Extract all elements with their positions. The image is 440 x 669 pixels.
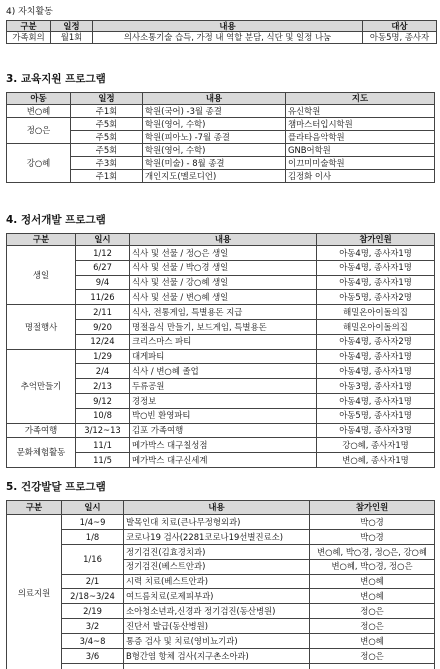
table-cell: 아동4명, 종사자1명 (317, 275, 435, 290)
table-cell: 박○경 (310, 515, 435, 530)
table-cell: 여드름치료(로제피부과) (124, 589, 310, 604)
table-cell: 2/19 (62, 604, 124, 619)
table-cell: 박○경 (310, 529, 435, 544)
table-cell: 학원(국어) -3월 종결 (143, 105, 286, 118)
table-cell: 1/8 (62, 529, 124, 544)
table-cell: 식사 및 선물 / 정○은 생일 (130, 246, 317, 261)
table-cell: 챔마스터입시학원 (286, 118, 435, 131)
table-cell (62, 663, 124, 669)
table-cell: 1/12 (76, 246, 130, 261)
column-header: 구분 (7, 501, 62, 515)
table-cell: 경정보 (130, 393, 317, 408)
table-cell: 의사소통기술 습득, 가정 내 역할 분담, 식단 및 일정 나눔 (93, 32, 363, 44)
table-cell: 식사 / 변○혜 졸업 (130, 364, 317, 379)
category-cell: 문화체험활동 (7, 438, 76, 468)
table-cell: 9/20 (76, 319, 130, 334)
table-cell: 3/2 (62, 619, 124, 634)
column-header: 대상 (363, 21, 437, 32)
table-cell: 9/4 (76, 275, 130, 290)
table-cell: 정○은 (310, 649, 435, 664)
table-cell: 정기검진(베스트안과) (124, 559, 310, 574)
table-cell: 아동5명, 종사자1명 (317, 408, 435, 423)
table-cell: 주3회 (71, 157, 143, 170)
table-cell: 6/27 (76, 260, 130, 275)
table-cell: 변○혜 (310, 634, 435, 649)
table-cell: 주1회 (71, 105, 143, 118)
table-cell: 유신학원 (286, 105, 435, 118)
column-header: 참가인원 (310, 501, 435, 515)
table-cell: 아동4명, 종사자1명 (317, 393, 435, 408)
table-cell: 2/11 (76, 305, 130, 320)
table-cell: 정○은 (310, 619, 435, 634)
table-cell: 메가박스 대구신세계 (130, 453, 317, 468)
table-cell: 아동4명, 종사자1명 (317, 246, 435, 261)
table-cell: 3/4~8 (62, 634, 124, 649)
table-cell: 2/18~3/24 (62, 589, 124, 604)
table-cell: 11/1 (76, 438, 130, 453)
child-name-cell: 변○혜 (7, 105, 71, 118)
section-title-education: 3. 교육지원 프로그램 (6, 73, 106, 85)
child-name-cell: 정○은 (7, 118, 71, 144)
column-header: 아동 (7, 93, 71, 105)
table-cell: 메가박스 대구칠성점 (130, 438, 317, 453)
table-cell: 1/16 (62, 544, 124, 574)
table-cell: 진단서 발급(동산병원) (124, 619, 310, 634)
table-cell: 명절음식 만들기, 보드게임, 특별용돈 (130, 319, 317, 334)
table-cell: 1/4~9 (62, 515, 124, 530)
table-cell: 강○혜, 종사자1명 (317, 438, 435, 453)
table-cell: 아동5명, 종사자2명 (317, 290, 435, 305)
table-cell: 크리스마스 파티 (130, 334, 317, 349)
table-cell: 학원(미술) - 8월 종결 (143, 157, 286, 170)
table-cell: 해밀온아이돌의집 (317, 319, 435, 334)
table-cell: 정○은 (310, 604, 435, 619)
table-cell: 3/12~13 (76, 423, 130, 438)
table-cell: 변○혜, 종사자1명 (317, 453, 435, 468)
column-header: 참가인원 (317, 234, 435, 246)
table-cell: 11/5 (76, 453, 130, 468)
column-header: 일정 (71, 93, 143, 105)
table-cell: 10/8 (76, 408, 130, 423)
table-cell: 변○혜 (310, 589, 435, 604)
table-cell: 박○빈 환영파티 (130, 408, 317, 423)
table-cell: 아동4명, 종사자1명 (317, 349, 435, 364)
table-cell: 식사 및 선물 / 강○혜 생일 (130, 275, 317, 290)
column-header: 일시 (62, 501, 124, 515)
table-cell: 정기검진(김효경치과) (124, 544, 310, 559)
health-table (6, 500, 435, 669)
table-cell: 주5회 (71, 144, 143, 157)
table-cell: 변○혜 (310, 574, 435, 589)
table-cell: 개인지도(멜로디언) (143, 170, 286, 183)
table-cell: 주5회 (71, 118, 143, 131)
column-header: 내용 (130, 234, 317, 246)
table-cell: 김정화 이사 (286, 170, 435, 183)
section-title-health: 5. 건강발달 프로그램 (6, 481, 106, 493)
table-cell: 식사 및 선물 / 박○경 생일 (130, 260, 317, 275)
table-cell: 아동3명, 종사자1명 (317, 379, 435, 394)
column-header: 일시 (76, 234, 130, 246)
table-cell: 두류공원 (130, 379, 317, 394)
table-cell: 주1회 (71, 170, 143, 183)
table-cell: 주5회 (71, 131, 143, 144)
table-cell: 학원(영어, 수학) (143, 118, 286, 131)
table-cell: 통증 검사 및 치료(영비뇨기과) (124, 634, 310, 649)
emotional-development-table (6, 233, 435, 468)
table-cell: 발목인대 치료(큰나무정형외과) (124, 515, 310, 530)
table-cell: 변○혜, 박○경, 정○은 (310, 559, 435, 574)
column-header: 일정 (51, 21, 93, 32)
section-title-emotional-development: 4. 정서개발 프로그램 (6, 214, 106, 226)
table-cell: 소아청소년과,신경과 정기검진(동산병원) (124, 604, 310, 619)
table-cell: 3/6 (62, 649, 124, 664)
table-cell: 가족회의 (7, 32, 51, 44)
column-header: 구분 (7, 21, 51, 32)
category-cell: 가족여행 (7, 423, 76, 438)
table-cell: 코로나19 검사(2281코로나19선별진료소) (124, 529, 310, 544)
table-cell: 12/24 (76, 334, 130, 349)
table-cell: 김포 가족여행 (130, 423, 317, 438)
category-cell: 명절행사 (7, 305, 76, 349)
column-header: 내용 (93, 21, 363, 32)
table-cell: 식사, 전통게임, 특별용돈 지급 (130, 305, 317, 320)
category-cell: 추억만들기 (7, 349, 76, 423)
table-cell: 학원(영어, 수학) (143, 144, 286, 157)
section-title-self-governance: 4) 자치활동 (6, 7, 53, 17)
table-cell: 2/1 (62, 574, 124, 589)
education-table (6, 92, 435, 183)
table-cell: 플라타음악학원 (286, 131, 435, 144)
self-governance-table (6, 20, 437, 44)
table-cell: 1/29 (76, 349, 130, 364)
table-cell: GNB어학원 (286, 144, 435, 157)
table-cell: 아동5명, 종사자 (363, 32, 437, 44)
table-cell: B형간염 항체 검사(지구촌소아과) (124, 649, 310, 664)
table-cell: 이끄미미술학원 (286, 157, 435, 170)
table-cell: 아동4명, 종사자3명 (317, 423, 435, 438)
table-cell: 2/4 (76, 364, 130, 379)
table-cell: 아동4명, 종사자1명 (317, 364, 435, 379)
child-name-cell: 강○혜 (7, 144, 71, 183)
column-header: 지도 (286, 93, 435, 105)
table-cell: 학원(피아노) -7월 종결 (143, 131, 286, 144)
table-cell: 시력 치료(베스트안과) (124, 574, 310, 589)
column-header: 내용 (143, 93, 286, 105)
table-cell (310, 663, 435, 669)
column-header: 구분 (7, 234, 76, 246)
table-cell: 대게파티 (130, 349, 317, 364)
table-cell (124, 663, 310, 669)
table-cell: 9/12 (76, 393, 130, 408)
table-cell: 식사 및 선물 / 변○혜 생일 (130, 290, 317, 305)
column-header: 내용 (124, 501, 310, 515)
table-cell: 2/13 (76, 379, 130, 394)
table-cell: 월1회 (51, 32, 93, 44)
table-cell: 변○혜, 박○경, 정○은, 강○혜 (310, 544, 435, 559)
table-cell: 아동4명, 종사자2명 (317, 334, 435, 349)
table-cell: 해밀온아이돌의집 (317, 305, 435, 320)
table-cell: 11/26 (76, 290, 130, 305)
category-cell: 생일 (7, 246, 76, 305)
category-cell: 의료지원 (7, 515, 62, 669)
table-cell: 아동4명, 종사자1명 (317, 260, 435, 275)
